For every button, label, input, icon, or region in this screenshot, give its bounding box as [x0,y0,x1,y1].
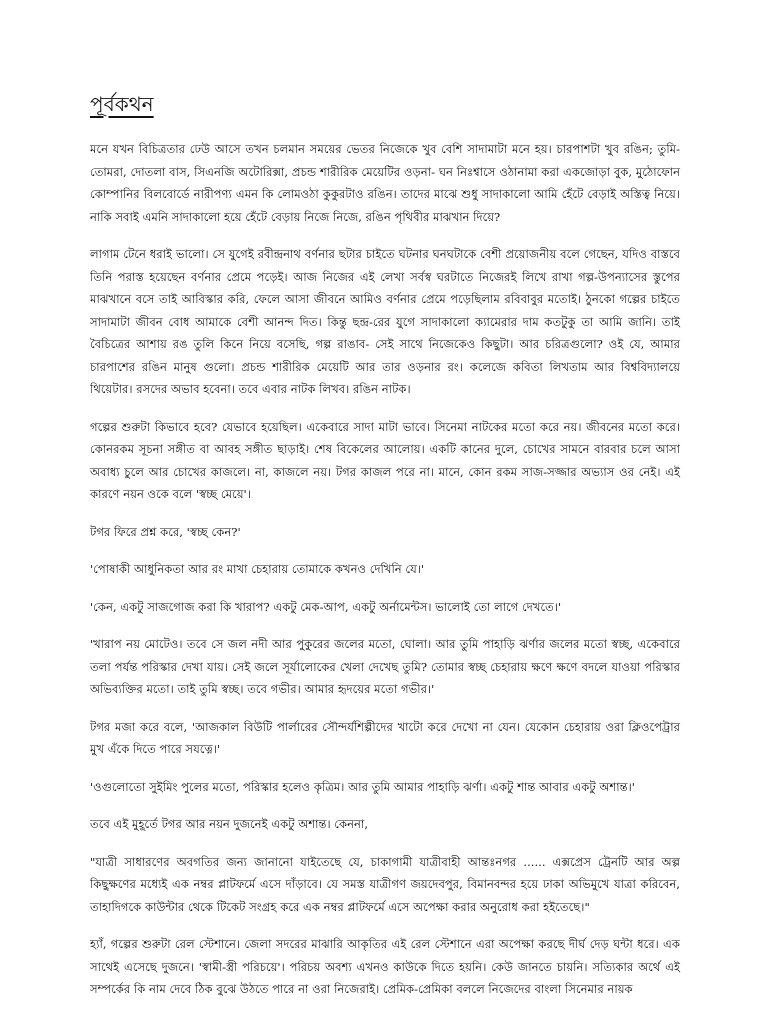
paragraph-1: মনে যখন বিচিত্রতার ঢেউ আসে তখন চলমান সময়ের ভেতর নিজেকে খুব বেশি সাদামাটা মনে হয়। চারপাশটা খুব রঙিন; তুমি-তোমরা, দোতলা বাস, সিএনজি অটোরিক্সা, প্রচন্ড শারীরিক মেয়েটির ওড়না- ঘন নিঃশ্বাসে ওঠানামা করা একজোড়া বুক, মুঠোফোন কোম্পানির বিলবোর্ডে নারীপণ্য এমন কি লোমওঠা কুকুরটাও রঙিন। তাদের মাঝে শুধু সাদাকালো আমি হেঁটে বেড়াই অস্তিত্ব নিয়ে। নাকি সবাই এমনি সাদাকালো হয়ে হেঁটে বেড়ায় নিজে নিজে, রঙিন পৃথিবীর মাঝখান দিয়ে? [90,142,680,224]
paragraph-9: 'ওগুলোতো সুইমিং পুলের মতো, পরিস্কার হলেও কৃত্রিম। আর তুমি আমার পাহাড়ি ঝর্ণা। একটু শান্ত আবার একটু অশান্ত।' [90,779,635,794]
page-title: পূর্বকথন [90,92,154,116]
paragraph-8: টগর মজা করে বলে, 'আজকাল বিউটি পার্লারের সৌন্দর্যশিল্পীদের খাটো করে দেখো না যেন। যেকোন চেহারায় ওরা ক্লিওপেট্রার মুখ এঁকে দিতে পারে সযত্নে।' [90,719,680,756]
paragraph-3: গল্পের শুরুটা কিভাবে হবে? যেভাবে হয়েছিল। একেবারে সাদা মাটা ভাবে। সিনেমা নাটকের মতো করে নয়। জীবনের মতো করে। কোনরকম সূচনা সঙ্গীত বা আবহ সঙ্গীত ছাড়াই। শেষ বিকেলের আলোয়। একটি কানের দুলে, চোখের সামনে বারবার চলে আসা অবাধ্য চুলে আর চোখের কাজলে। না, কাজলে নয়। টগর কাজল পরে না। মানে, কোন রকম সাজ-সজ্জার অভ্যাস ওর নেই। এই কারণে নয়ন ওকে বলে 'স্বচ্ছ মেয়ে'। [90,419,681,501]
paragraph-11: "যাত্রী সাধারণের অবগতির জন্য জানানো যাইতেছে যে, চাকাগামী যাত্রীবাহী আন্তঃনগর ...... এক্সপ্রেস ট্রেনটি আর অল্প কিছুক্ষণের মধ্যেই এক নম্বর প্লাটফর্মে এসে দাঁড়াবে। যে সমস্ত যাত্রীগণ জয়দেবপুর, বিমানবন্দর হয়ে ঢাকা অভিমুখে যাত্রা করিবেন, তাহাদিগকে কাউন্টার থেকে টিকেট সংগ্রহ করে এক নম্বর প্লাটফর্মে এসে অপেক্ষা করার অনুরোধ করা হইতেছে।" [90,854,680,914]
paragraph-4: টগর ফিরে প্রশ্ন করে, 'স্বচ্ছ কেন?' [90,524,241,539]
paragraph-12: হ্যাঁ, গল্পের শুরুটা রেল স্টেশানে। জেলা সদরের মাঝারি আকৃতির এই রেল স্টেশানে এরা অপেক্ষা করছে দীর্ঘ দেড় ঘন্টা ধরে। এক সাথেই এসেছে দুজনে। 'স্বামী-স্ত্রী পরিচয়ে'। পরিচয় অবশ্য এখনও কাউকে দিতে হয়নি। কেউ জানতে চায়নি। সত্যিকার অর্থে এই সম্পর্কের কি নাম দেবে ঠিক বুঝে উঠতে পারে না ওরা নিজেরাই। প্রেমিক-প্রেমিকা বললে নিজেদের বাংলা সিনেমার নায়ক [90,937,680,996]
paragraph-10: তবে এই মুহূর্তে টগর আর নয়ন দুজনেই একটু অশান্ত। কেননা, [90,817,369,831]
paragraph-2: লাগাম টেনে ধরাই ভালো। সে যুগেই রবীন্দ্রনাথ বর্ণনার ছটার চাইতে ঘটনার ঘনঘটাকে বেশী প্রয়োজনীয় বলে গেছেন, যদিও বাস্তবে তিনি পরাস্ত হয়েছেন বর্ণনার প্রেমে পড়েই। আজ নিজের এই লেখা সর্বস্ব ঘরটাতে নিজেরই লিখে রাখা গল্প-উপন্যাসের স্তুপের মাঝখানে বসে তাই আবিস্কার করি, ফেলে আসা জীবনে আমিও বর্ণনার প্রেমে পড়েছিলাম রবিবাবুর মতোই। ঠুনকো গল্পের চাইতে সাদামাটা জীবন বোধ আমাকে বেশী আনন্দ দিত। কিন্তু ছন্দ্র-রের যুগে সাদাকালো ক্যামেরার দাম কতটুকু তা আমি জানি। তাই বৈচিত্রের আশায় রঙ তুলি কিনে নিয়ে বসেছি, গল্প রাঙাব- সেই সাথে নিজেকেও কিছুটা। আর চরিত্রগুলো? ওই যে, আমার চারপাশের রঙিন মানুষ গুলো। প্রচন্ড শারীরিক মেয়েটি আর তার ওড়নার রং। কলেজে কবিতা লিখতাম আর বিশ্ববিদ্যালয়ে থিয়েটার। রসদের অভাব হবেনা। তবে এবার নাটক লিখব। রঙিন নাটক। [90,247,680,396]
paragraph-5: 'পোষাকী আধুনিকতা আর রং মাখা চেহারায় তোমাকে কখনও দেখিনি যে।' [90,562,425,576]
paragraph-6: 'কেন, একটু সাজগোজ করা কি খারাপ? একটু মেক-আপ, একটু অর্নামেন্টস। ভালোই তো লাগে দেখতে।' [90,599,562,614]
paragraph-7: 'খারাপ নয় মোটেও। তবে সে জল নদী আর পুকুরের জলের মতো, ঘোলা। আর তুমি পাহাড়ি ঝর্ণার জলের মতো স্বচ্ছ, একেবারে তলা পর্যন্ত পরিস্কার দেখা যায়। সেই জলে সূর্যালোকের খেলা দেখেছ তুমি? তোমার স্বচ্ছ চেহারায় ক্ষণে ক্ষণে বদলে যাওয়া পরিস্কার অভিব্যক্তির মতো। তাই তুমি স্বচ্ছ। তবে গভীর। আমার হৃদয়ের মতো গভীর।' [90,637,680,696]
